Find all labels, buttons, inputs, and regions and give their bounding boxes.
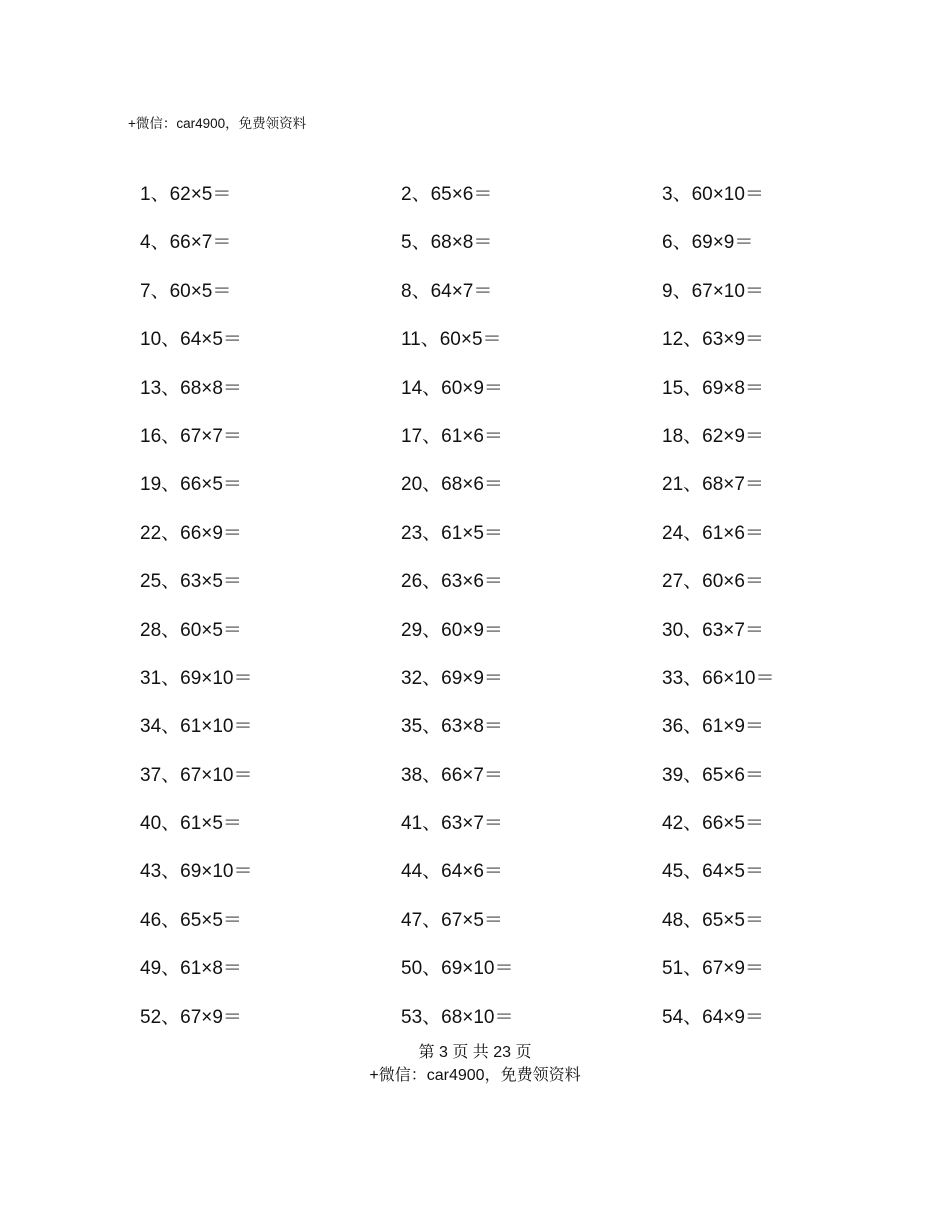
- problem-item: 25、63×5＝: [140, 571, 242, 593]
- problem-item: 17、61×6＝: [401, 425, 503, 447]
- problem-item: 47、67×5＝: [401, 909, 503, 931]
- problem-item: 1、62×5＝: [140, 184, 232, 205]
- problem-item: 7、60×5＝: [140, 280, 232, 302]
- problem-item: 49、61×8＝: [140, 958, 242, 980]
- problem-item: 4、66×7＝: [140, 232, 232, 254]
- problem-item: 53、68×10＝: [401, 1006, 514, 1028]
- problem-item: 18、62×9＝: [662, 425, 764, 447]
- problem-item: 8、64×7＝: [401, 280, 493, 302]
- page-number: 第 3 页 共 23 页: [418, 1044, 532, 1061]
- problem-item: 15、69×8＝: [662, 377, 764, 399]
- problem-item: 37、67×10＝: [140, 764, 253, 786]
- problem-item: 54、64×9＝: [662, 1006, 764, 1028]
- problem-item: 52、67×9＝: [140, 1006, 242, 1028]
- problem-item: 50、69×10＝: [401, 958, 514, 980]
- problem-item: 46、65×5＝: [140, 909, 242, 931]
- problem-item: 31、69×10＝: [140, 667, 253, 689]
- problem-item: 39、65×6＝: [662, 764, 764, 786]
- problem-item: 16、67×7＝: [140, 425, 242, 447]
- problem-item: 11、60×5＝: [401, 329, 502, 351]
- problem-item: 48、65×5＝: [662, 909, 764, 931]
- problem-item: 43、69×10＝: [140, 861, 253, 883]
- problem-item: 45、64×5＝: [662, 861, 764, 883]
- problem-item: 19、66×5＝: [140, 474, 242, 496]
- problem-item: 24、61×6＝: [662, 522, 764, 544]
- problem-item: 27、60×6＝: [662, 571, 764, 593]
- problem-item: 42、66×5＝: [662, 813, 764, 835]
- problem-item: 28、60×5＝: [140, 619, 242, 641]
- problem-item: 14、60×9＝: [401, 377, 503, 399]
- problem-item: 26、63×6＝: [401, 571, 503, 593]
- problem-item: 10、64×5＝: [140, 329, 242, 351]
- problem-item: 9、67×10＝: [662, 280, 764, 302]
- problem-item: 3、60×10＝: [662, 184, 764, 205]
- problem-item: 32、69×9＝: [401, 667, 503, 689]
- problem-item: 2、65×6＝: [401, 184, 493, 205]
- problem-item: 41、63×7＝: [401, 813, 503, 835]
- problem-item: 51、67×9＝: [662, 958, 764, 980]
- problem-item: 5、68×8＝: [401, 232, 493, 254]
- problem-item: 34、61×10＝: [140, 716, 253, 738]
- problem-item: 40、61×5＝: [140, 813, 242, 835]
- problem-item: 22、66×9＝: [140, 522, 242, 544]
- problem-grid: [140, 180, 860, 1051]
- problem-item: 6、69×9＝: [662, 232, 754, 254]
- problem-item: 38、66×7＝: [401, 764, 503, 786]
- problem-item: 21、68×7＝: [662, 474, 764, 496]
- problem-item: 23、61×5＝: [401, 522, 503, 544]
- problem-item: 44、64×6＝: [401, 861, 503, 883]
- footer-contact-note: +微信：car4900，免费领资料: [369, 1067, 581, 1084]
- problem-item: 36、61×9＝: [662, 716, 764, 738]
- problem-item: 20、68×6＝: [401, 474, 503, 496]
- header-contact-note: +微信：car4900，免费领资料: [128, 116, 307, 131]
- problem-item: 33、66×10＝: [662, 667, 775, 689]
- problem-item: 29、60×9＝: [401, 619, 503, 641]
- problem-item: 35、63×8＝: [401, 716, 503, 738]
- problem-item: 13、68×8＝: [140, 377, 242, 399]
- problem-item: 12、63×9＝: [662, 329, 764, 351]
- problem-item: 30、63×7＝: [662, 619, 764, 641]
